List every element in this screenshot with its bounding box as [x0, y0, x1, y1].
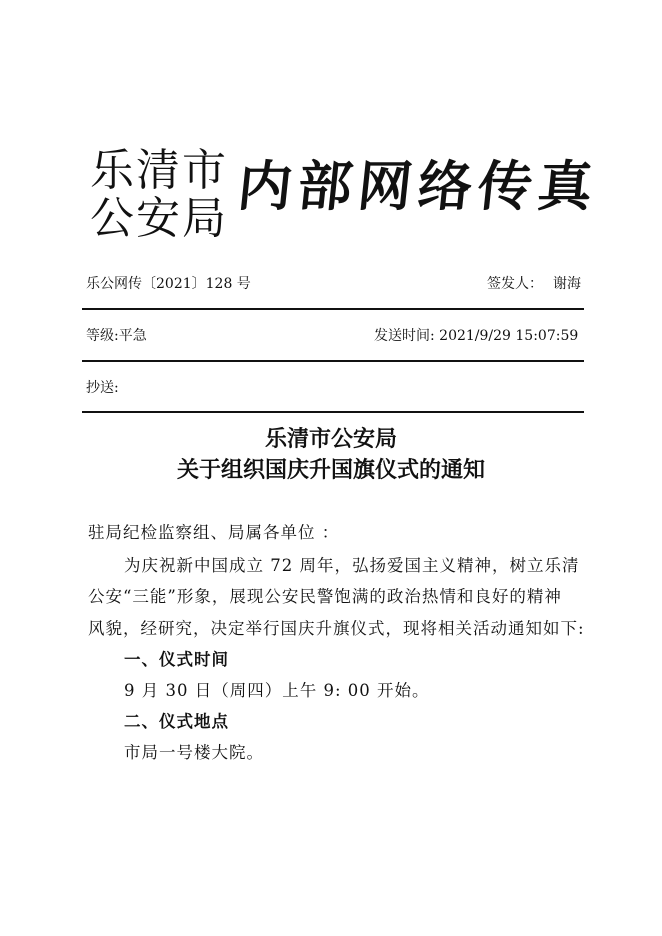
org-name-line2: 公安局 — [90, 193, 228, 244]
fax-title: 内部网络传真 — [234, 155, 602, 218]
signer-name: 谢海 — [553, 276, 581, 292]
doc-title-line2: 关于组织国庆升国旗仪式的通知 — [176, 457, 485, 483]
header-divider-2 — [82, 360, 584, 362]
paragraph-line: 风貌，经研究，决定举行国庆升旗仪式，现将相关活动通知如下: — [88, 619, 585, 638]
section-text-location: 市局一号楼大院。 — [124, 743, 264, 762]
salutation: 驻局纪检监察组、局属各单位 ： — [88, 523, 340, 542]
urgency-level: 等级:平急 — [86, 328, 147, 344]
header-divider-1 — [82, 308, 584, 310]
send-time: 发送时间: 2021/9/29 15:07:59 — [374, 328, 579, 344]
paragraph-line: 为庆祝新中国成立 72 周年，弘扬爱国主义精神，树立乐清 — [124, 556, 580, 575]
header-divider-3 — [82, 411, 584, 413]
doc-title-line1: 乐清市公安局 — [264, 426, 397, 452]
signer-label: 签发人： — [487, 276, 543, 292]
paragraph-line: 公安“三能”形象，展现公安民警饱满的政治热情和良好的精神 — [88, 587, 562, 606]
org-name-line1: 乐清市 — [90, 145, 228, 196]
section-heading-location: 二、仪式地点 — [124, 712, 229, 731]
doc-number: 乐公网传〔2021〕128 号 — [86, 276, 251, 292]
cc-label: 抄送: — [86, 380, 119, 396]
section-heading-time: 一、仪式时间 — [124, 650, 229, 669]
section-text-time: 9 月 30 日（周四）上午 9: 00 开始。 — [124, 681, 430, 700]
